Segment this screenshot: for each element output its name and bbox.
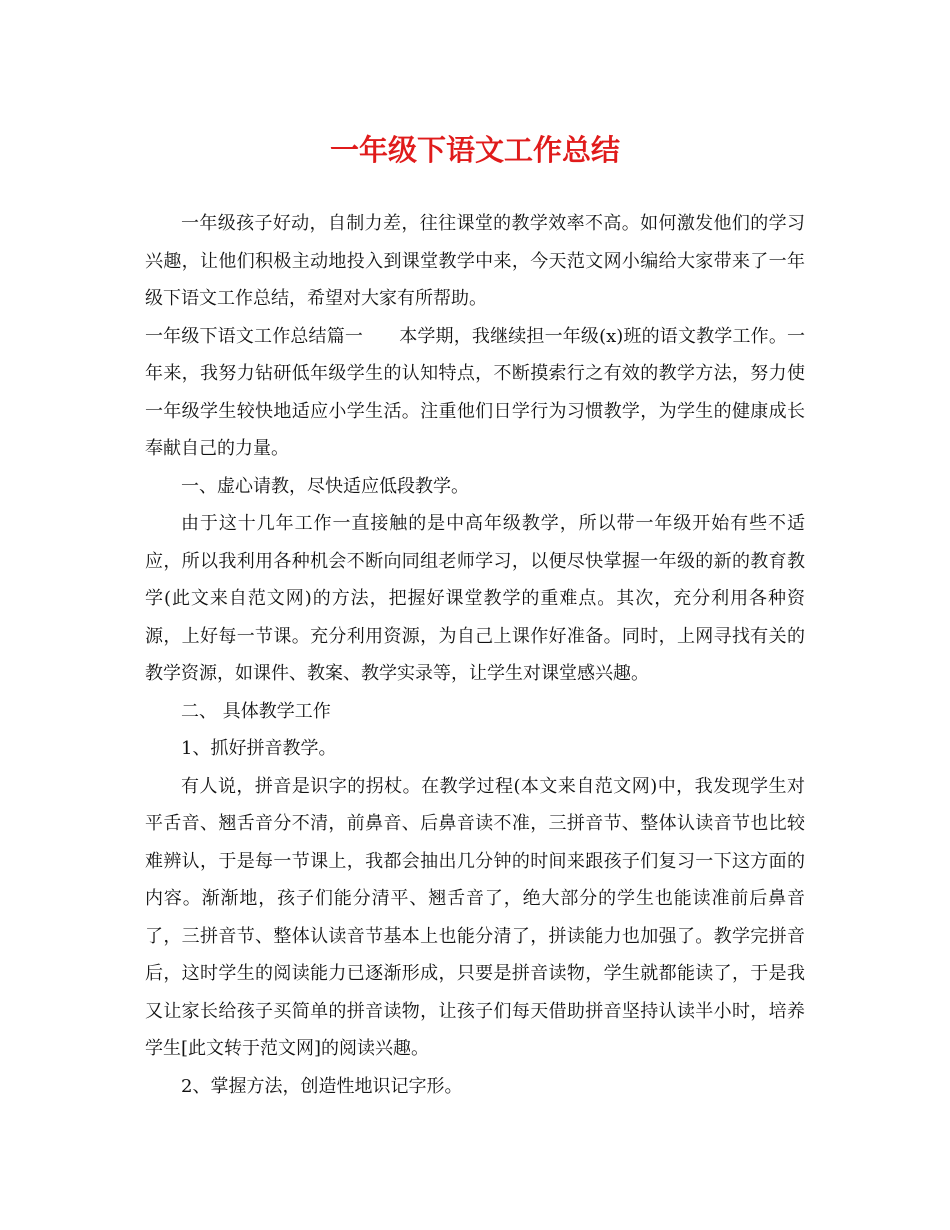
section-paragraph-text: 本学期，我继续担一年级(x)班的语文教学工作。一年来，我努力钻研低年级学生的认知特点，不断摸索行之有效的教学方法，努力使一年级学生较快地适应小学生活。注重他们日学行为习惯教学，为学生的健康成长奉献自己的力量。 [145,325,805,459]
subheading-one: 1、抓好拼音教学。 [181,738,337,759]
intro-paragraph: 一年级孩子好动，自制力差，往往课堂的教学效率不高。如何激发他们的学习兴趣，让他们积极主动地投入到课堂教学中来，今天范文网小编给大家带来了一年级下语文工作总结，希望对大家有所帮助。 [145,213,805,309]
heading-one: 一、虚心请教，尽快适应低段教学。 [181,475,469,497]
document-body [145,205,805,1105]
subheading-two: 2、掌握方法，创造性地识记字形。 [181,1075,463,1097]
heading-two: 二、 具体教学工作 [181,700,331,722]
section-heading: 一年级下语文工作总结篇一 [145,325,364,347]
section-paragraph [145,318,805,468]
document-title: 一年级下语文工作总结 [329,133,620,167]
body-paragraph: 有人说，拼音是识字的拐杖。在教学过程(本文来自范文网)中，我发现学生对平舌音、翘舌音分不清，前鼻音、后鼻音读不准，三拼音节、整体认读音节也比较难辨认，于是每一节课上，我都会抽出几分钟的时间来跟孩子们复习一下这方面的内容。渐渐地，孩子们能分清平、翘舌音了，绝大部分的学生也能读准前后鼻音了，三拼音节、整体认读音节基本上也能分清了，拼读能力也加强了。教学完拼音后，这时学生的阅读能力已逐渐形成，只要是拼音读物，学生就都能读了，于是我又让家长给孩子买简单的拼音读物，让孩子们每天借助拼音坚持认读半小时，培养学生[此文转于范文网]的阅读兴趣。 [145,775,805,1059]
body-paragraph: 由于这十几年工作一直接触的是中高年级教学，所以带一年级开始有些不适应，所以我利用各种机会不断向同组老师学习，以便尽快掌握一年级的新的教育教学(此文来自范文网)的方法，把握好课堂教学的重难点。其次，充分利用各种资源，上好每一节课。充分利用资源，为自己上课作好准备。同时，上网寻找有关的教学资源，如课件、教案、教学实录等，让学生对课堂感兴趣。 [145,513,805,684]
